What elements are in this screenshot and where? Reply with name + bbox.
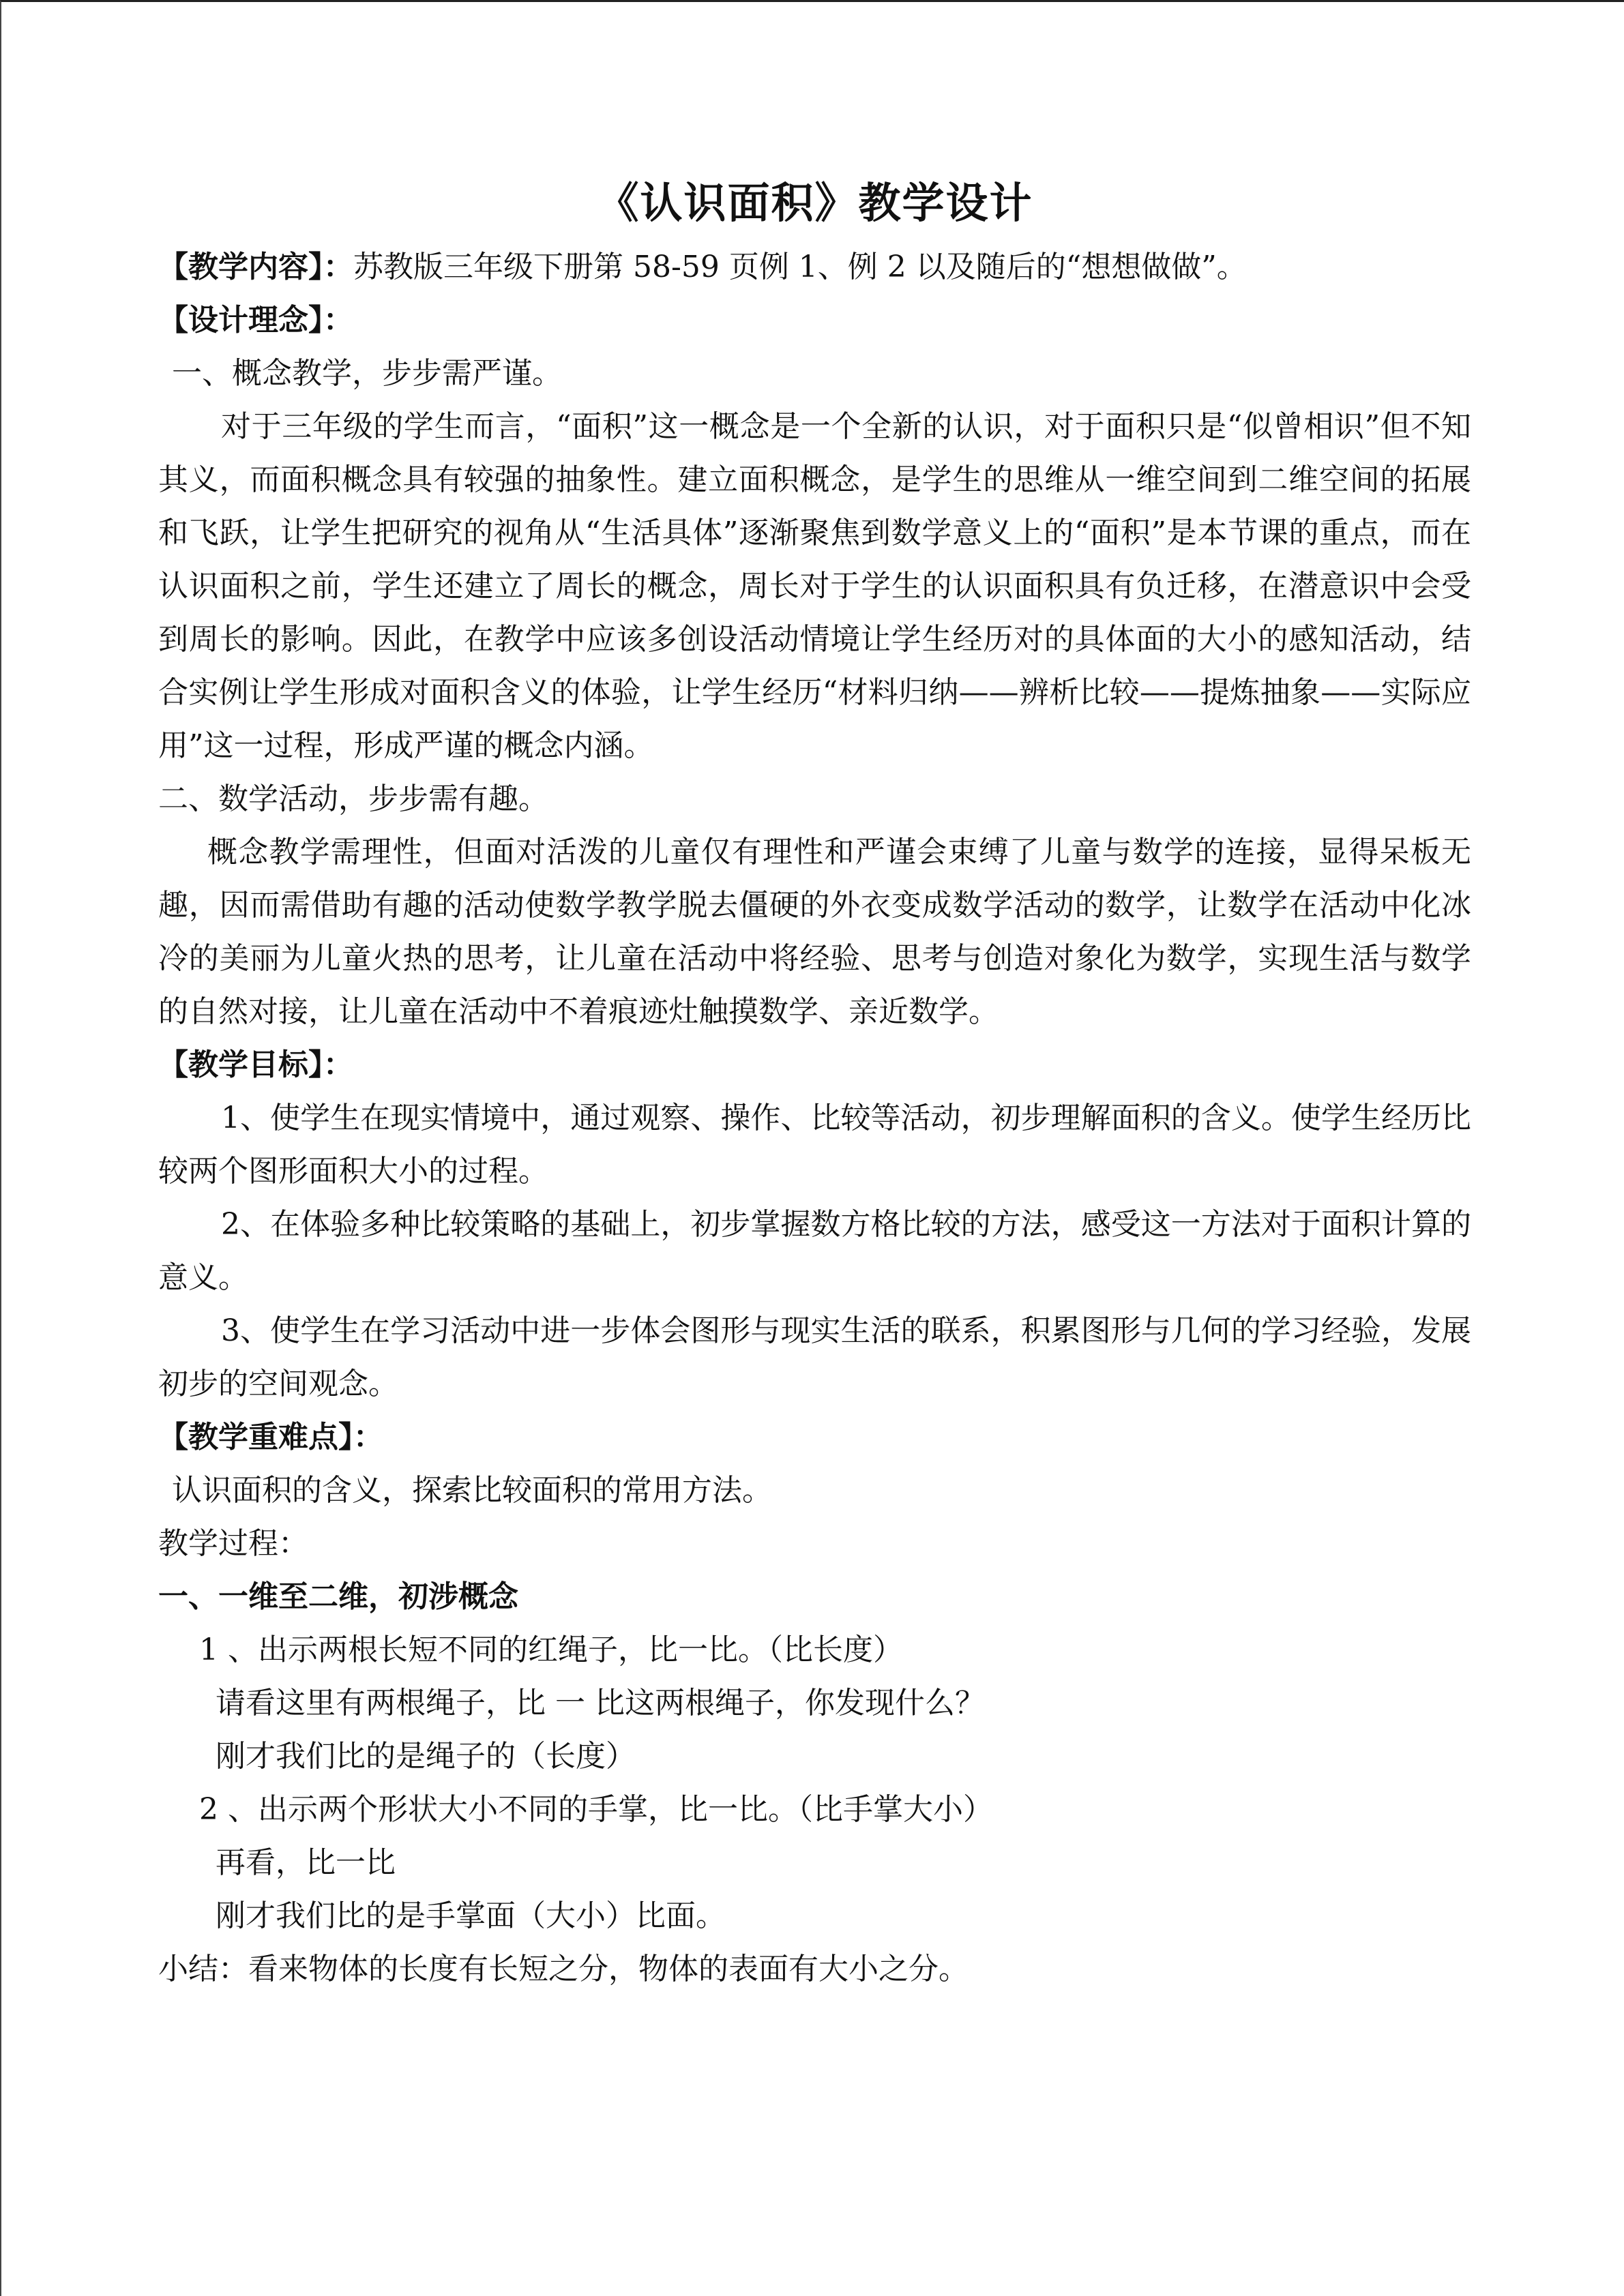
step-2-detail-b: 刚才我们比的是手掌面（大小）比面。 [216, 1898, 726, 1933]
design-paragraph-1: 对于三年级的学生而言，“面积”这一概念是一个全新的认识，对于面积只是“似曾相识”但不知其义，而面积概念具有较强的抽象性。建立面积概念，是学生的思维从一维空间到二维空间的拓展和飞跃，让学生把研究的视角从“生活具体”逐渐聚焦到数学意义上的“面积”是本节课的重点，而在认识面积之前，学生还建立了周长的概念，周长对于学生的认识面积具有负迁移，在潜意识中会受到周长的影响。因此，在教学中应该多创设活动情境让学生经历对的具体面的大小的感知活动，结合实例让学生形成对面积含义的体验，让学生经历“材料归纳——辨析比较——提炼抽象——实际应用”这一过程，形成严谨的概念内涵。 [158, 409, 1471, 763]
teaching-goals-label: 【教学目标】： [158, 1047, 353, 1082]
teaching-content-label: 【教学内容】： [158, 250, 353, 284]
design-heading-2: 二、数学活动，步步需有趣。 [158, 781, 548, 816]
step-1-detail-b: 刚才我们比的是绳子的（长度） [216, 1739, 636, 1774]
step-1-detail-a: 请看这里有两根绳子，比 一 比这两根绳子，你发现什么？ [216, 1686, 985, 1720]
teaching-content-row [158, 241, 1471, 294]
step-2: 2 、出示两个形状大小不同的手掌，比一比。（比手掌大小） [199, 1792, 993, 1827]
design-concept-label: 【设计理念】： [158, 303, 353, 338]
key-points-label: 【教学重难点】： [158, 1420, 383, 1455]
step-2-detail-a: 再看，比一比 [216, 1845, 396, 1880]
step-1: 1 、出示两根长短不同的红绳子，比一比。（比长度） [199, 1632, 903, 1667]
design-heading-1: 一、概念教学，步步需严谨。 [172, 356, 562, 391]
design-paragraph-2: 概念教学需理性，但面对活泼的儿童仅有理性和严谨会束缚了儿童与数学的连接，显得呆板无趣，因而需借助有趣的活动使数学教学脱去僵硬的外衣变成数学活动的数学，让数学在活动中化冰冷的美丽为儿童火热的思考，让儿童在活动中将经验、思考与创造对象化为数学，实现生活与数学的自然对接，让儿童在活动中不着痕迹灶触摸数学、亲近数学。 [158, 835, 1471, 1029]
document-title: 《认识面积》教学设计 [596, 178, 1033, 228]
key-points-text: 认识面积的含义，探索比较面积的常用方法。 [172, 1473, 772, 1508]
goal-item-2: 2、在体验多种比较策略的基础上，初步掌握数方格比较的方法，感受这一方法对于面积计算的意义。 [158, 1207, 1471, 1295]
section-heading-1: 一、一维至二维，初涉概念 [158, 1579, 518, 1614]
goal-item-1: 1、使学生在现实情境中，通过观察、操作、比较等活动，初步理解面积的含义。使学生经历比较两个图形面积大小的过程。 [158, 1101, 1471, 1189]
teaching-process-label: 教学过程： [158, 1526, 308, 1561]
teaching-content-text: 苏教版三年级下册第 58-59 页例 1、例 2 以及随后的“想想做做”。 [353, 250, 1247, 284]
document-body [158, 166, 1471, 1996]
summary-line: 小结：看来物体的长度有长短之分，物体的表面有大小之分。 [158, 1952, 969, 1986]
goal-item-3: 3、使学生在学习活动中进一步体会图形与现实生活的联系，积累图形与几何的学习经验，发展初步的空间观念。 [158, 1313, 1471, 1401]
